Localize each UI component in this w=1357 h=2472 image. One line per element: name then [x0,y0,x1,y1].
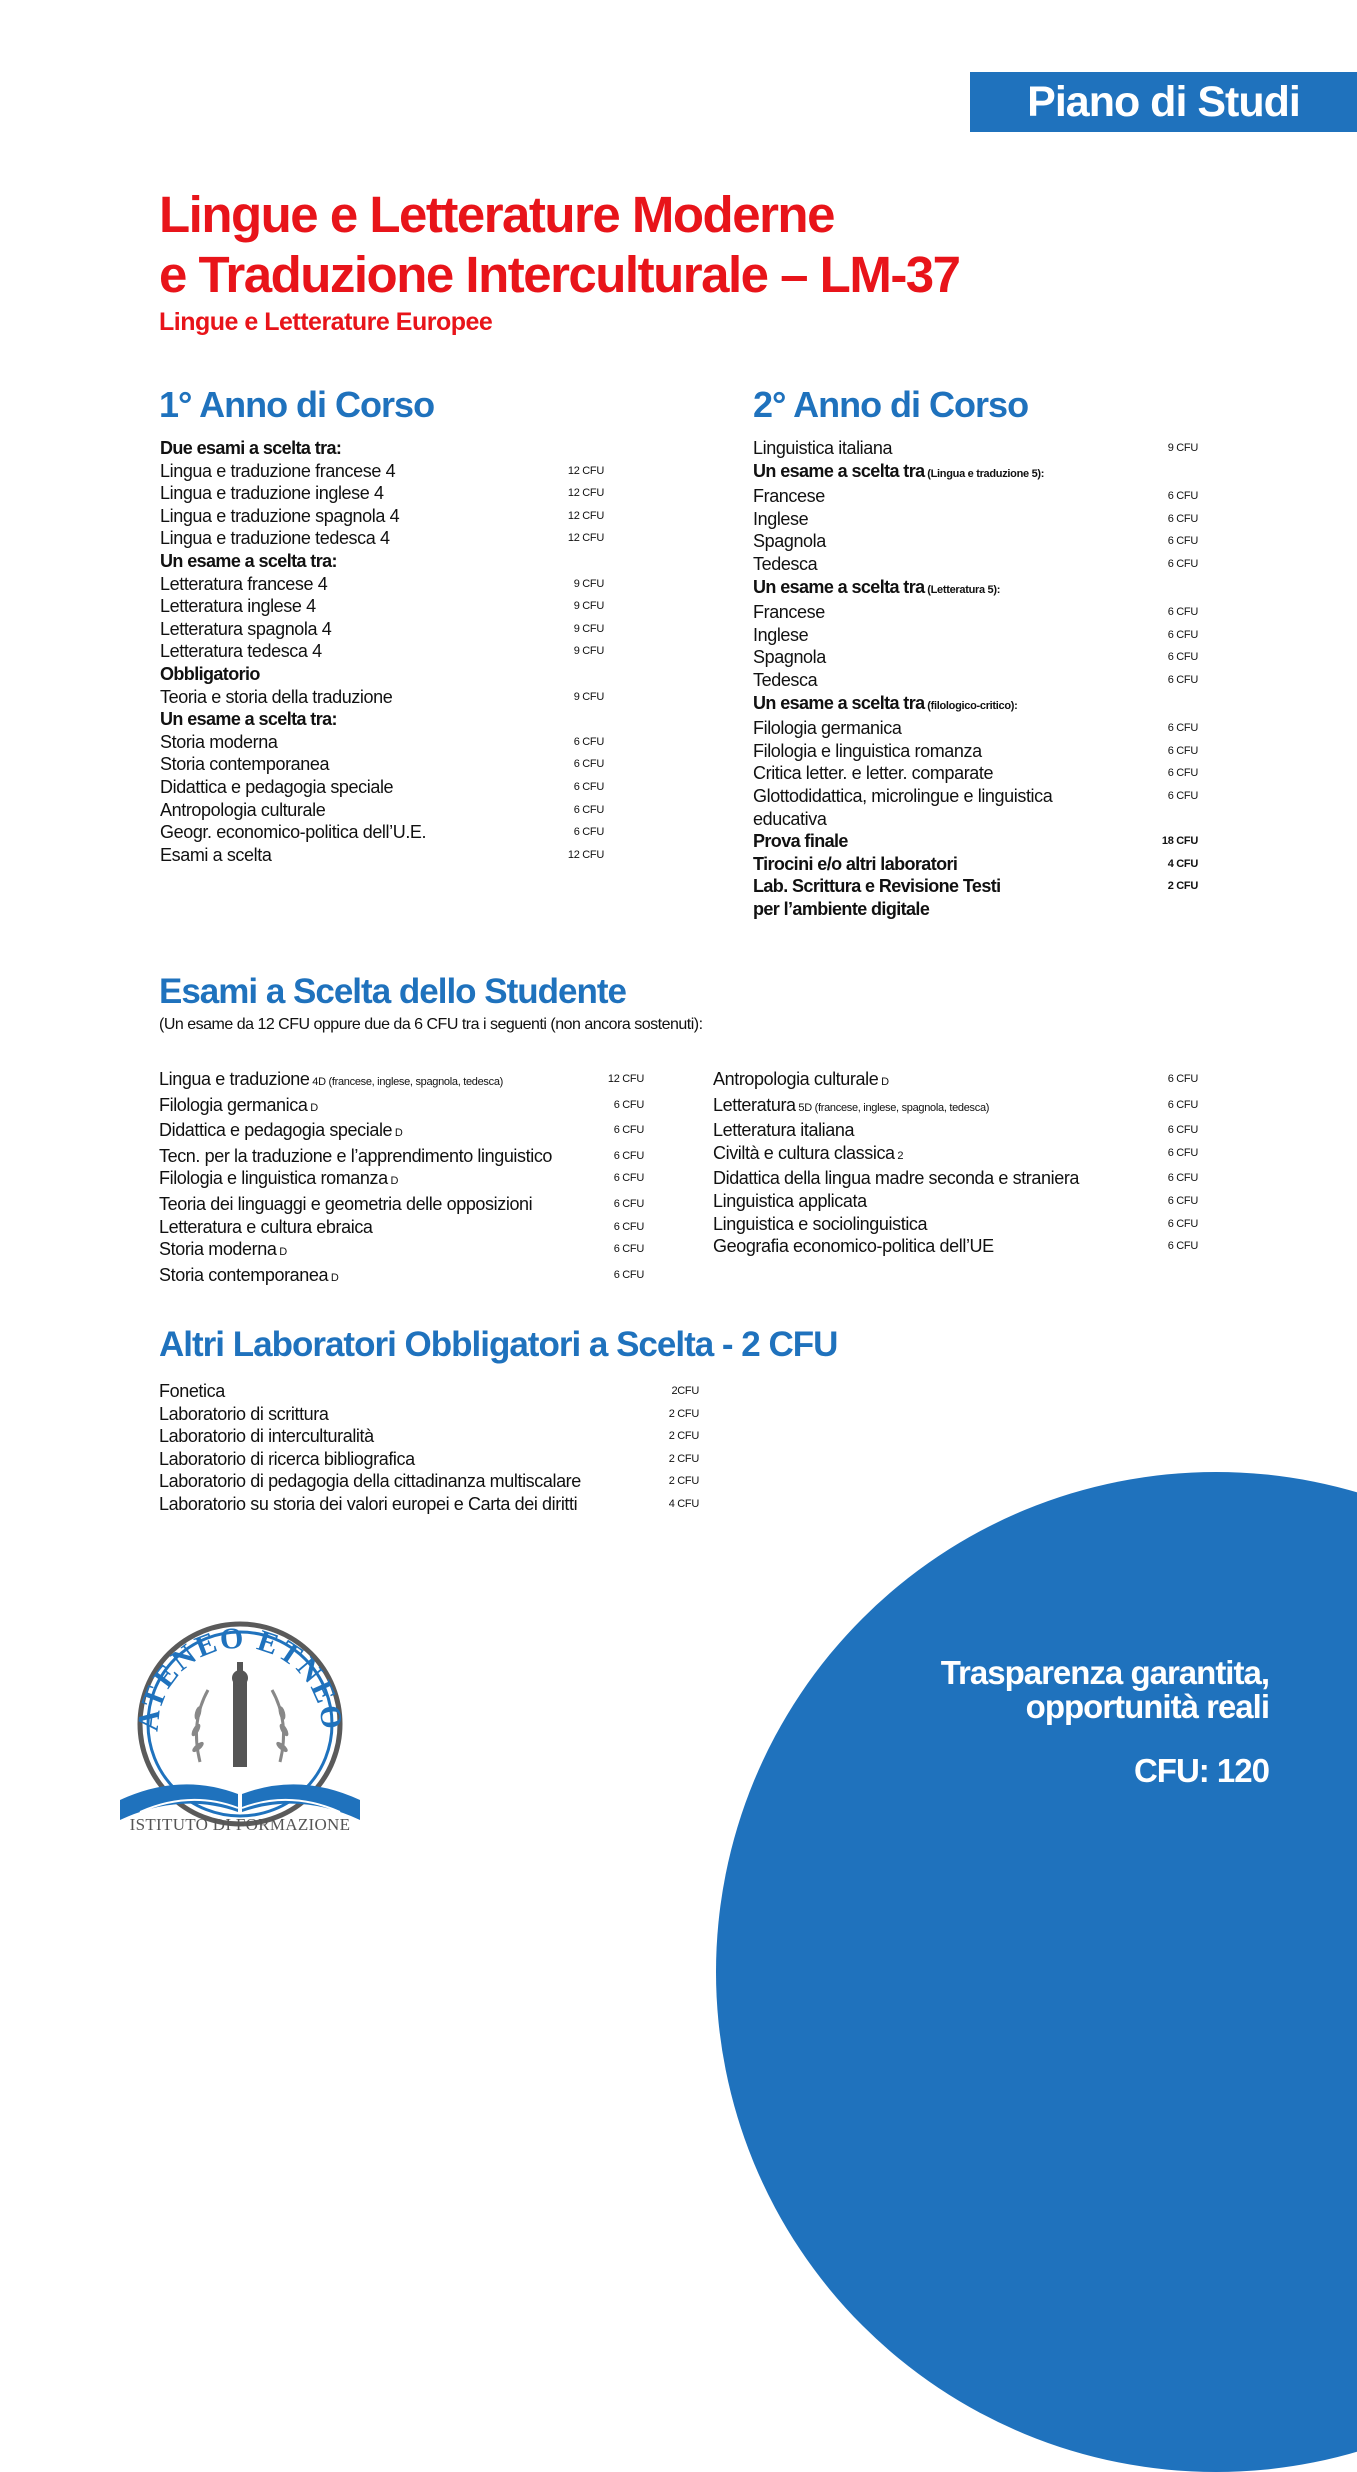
item-label: Filologia e linguistica romanza [159,1168,388,1189]
item-cfu: 4 CFU [668,1497,699,1510]
decorative-circle [716,1472,1357,2472]
year2-title: 2° Anno di Corso [753,384,1029,425]
item-cfu: 6 CFU [573,803,604,816]
item-label: Storia moderna [159,1239,277,1260]
list-item [159,1448,699,1471]
list-item [753,485,1198,508]
item-label: Teoria dei linguaggi e geometria delle opposizioni [159,1193,533,1214]
list-item [713,1235,1198,1258]
item-label: Didattica e pedagogia speciale [159,1120,393,1141]
slogan [941,1656,1269,1724]
item-label: Antropologia culturale [713,1069,879,1089]
item-cfu: 6 CFU [613,1197,644,1210]
item-cfu: 2 CFU [1167,880,1198,893]
item-label: Lab. Scrittura e Revisione Testi [753,876,1001,897]
item-label: Tedesca [753,553,818,574]
item-label: Tecn. per la traduzione e l’apprendimento linguistico [159,1145,553,1166]
item-cfu: 6 CFU [1167,789,1198,802]
list-item [160,640,604,663]
list-item [753,601,1198,624]
item-label: Inglese [753,508,809,529]
item-cfu: 6 CFU [1167,1073,1198,1085]
item-cfu: 6 CFU [613,1220,644,1233]
item-cfu: 6 CFU [1167,673,1198,686]
list-item [159,1425,699,1448]
item-cfu: 6 CFU [1167,651,1198,664]
item-label: Linguistica italiana [753,438,893,458]
item-cfu: 9 CFU [573,622,604,635]
item-cfu: 9 CFU [573,690,604,703]
item-cfu: 12 CFU [567,848,604,861]
item-label: Filologia germanica [159,1094,308,1115]
logo-caption: ISTITUTO DI FORMAZIONE [129,1815,351,1834]
item-label: Letteratura inglese 4 [160,596,316,617]
item-label: Letteratura e cultura ebraica [159,1216,373,1237]
list-item [753,553,1198,576]
list-item [160,595,604,618]
item-cfu: 9 CFU [1167,442,1198,454]
item-cfu: 12 CFU [567,532,604,545]
item-label: Francese [753,602,825,623]
item-label: Prova finale [753,831,848,852]
item-cfu: 6 CFU [573,826,604,839]
item-label: Un esame a scelta tra: [160,550,337,571]
item-cfu: 9 CFU [573,645,604,658]
item-cfu: 12 CFU [567,464,604,477]
item-note: 5D (francese, inglese, spagnola, tedesca) [795,1101,990,1114]
list-item [160,573,604,596]
item-cfu: 6 CFU [613,1243,644,1256]
item-label: Storia moderna [160,731,278,752]
item-label: Laboratorio di pedagogia della cittadinanza multiscalare [159,1471,581,1492]
list-item [753,740,1198,763]
item-label: Spagnola [753,531,826,552]
list-item [713,1213,1198,1236]
item-cfu: 2 CFU [668,1430,699,1443]
item-cfu: 6 CFU [573,735,604,748]
year1-title: 1° Anno di Corso [159,384,435,425]
item-label: Lingua e traduzione spagnola 4 [160,505,400,526]
list-item [160,821,604,844]
list-item [753,762,1198,785]
item-label: Francese [753,486,825,507]
list-item [160,753,604,776]
electives-left-list [159,1068,644,1289]
list-item [713,1167,1198,1190]
item-cfu: 6 CFU [1167,1172,1198,1185]
list-group-header [160,708,604,731]
item-note: (Letteratura 5): [924,583,1001,596]
slogan-line2: opportunità reali [1025,1688,1269,1725]
item-cfu: 6 CFU [573,780,604,793]
list-group-header [160,663,604,686]
slogan-line1: Trasparenza garantita, [940,1654,1269,1691]
course-title-line2: e Traduzione Interculturale – LM-37 [159,246,960,303]
item-label: Lingua e traduzione inglese 4 [160,483,384,504]
item-label: Teoria e storia della traduzione [160,686,393,707]
list-item [160,460,604,483]
item-label: Inglese [753,624,809,645]
list-item [753,808,1198,831]
item-cfu: 6 CFU [1167,490,1198,503]
item-cfu: 4 CFU [1167,857,1198,870]
item-cfu: 6 CFU [1167,1098,1198,1111]
item-label: Un esame a scelta tra [753,692,925,713]
item-label: Storia contemporanea [159,1264,329,1285]
item-cfu: 6 CFU [1167,606,1198,619]
list-group-header [753,853,1198,876]
item-label: Letteratura tedesca 4 [160,641,322,662]
list-item [713,1119,1198,1142]
item-label: Spagnola [753,647,826,668]
logo-text: ATENEO ETNEO [131,1621,349,1733]
item-cfu: 2 CFU [668,1407,699,1420]
electives-right-list [713,1068,1198,1258]
course-title [159,185,1259,305]
item-label: Obbligatorio [160,663,260,684]
list-item [159,1403,699,1426]
item-note: D [392,1127,403,1140]
labs-list [159,1380,699,1516]
list-item [159,1238,644,1264]
item-note: 4D (francese, inglese, spagnola, tedesca) [309,1076,503,1088]
list-group-header [753,898,1198,921]
item-cfu: 12 CFU [567,509,604,522]
electives-intro: (Un esame da 12 CFU oppure due da 6 CFU tra i seguenti (non ancora sostenuti): [159,1016,703,1033]
item-cfu: 12 CFU [567,487,604,500]
item-cfu: 9 CFU [573,600,604,613]
item-cfu: 6 CFU [1167,1146,1198,1159]
course-subtitle: Lingue e Letterature Europee [159,308,493,336]
item-cfu: 6 CFU [1167,557,1198,570]
course-title-line1: Lingue e Letterature Moderne [159,186,834,243]
item-cfu: 9 CFU [573,577,604,590]
list-group-header [753,830,1198,853]
total-cfu: CFU: 120 [1133,1752,1269,1789]
list-item [160,731,604,754]
item-label: Esami a scelta [160,844,272,865]
item-label: Civiltà e cultura classica [713,1142,895,1163]
list-item [753,646,1198,669]
item-cfu: 6 CFU [1167,512,1198,525]
list-item [159,1264,644,1290]
list-item [160,505,604,528]
item-label: Tedesca [753,669,818,690]
list-item [713,1190,1198,1213]
item-cfu: 6 CFU [613,1172,644,1185]
item-label: Filologia germanica [753,718,902,739]
item-label: Due esami a scelta tra: [160,438,342,458]
list-item [159,1216,644,1239]
list-group-header [753,460,1198,486]
labs-title: Altri Laboratori Obbligatori a Scelta - 2 CFU [159,1325,838,1364]
list-item [159,1380,699,1403]
item-note: D [307,1101,318,1114]
list-group-header [753,576,1198,602]
list-item [159,1094,644,1120]
item-label: Letteratura spagnola 4 [160,618,332,639]
list-item [713,1094,1198,1120]
list-item [160,844,604,867]
item-cfu: 6 CFU [1167,1240,1198,1253]
item-label: Filologia e linguistica romanza [753,740,982,761]
ateneo-etneo-logo [120,1612,360,1837]
item-note: D [878,1076,889,1088]
item-label: Fonetica [159,1381,225,1401]
list-group-header [753,692,1198,718]
list-group-header [160,550,604,573]
item-label: Critica letter. e letter. comparate [753,763,994,784]
list-item [159,1119,644,1145]
document-tag: Piano di Studi [970,72,1357,132]
item-label: Letteratura italiana [713,1120,855,1141]
item-cfu: 18 CFU [1161,835,1198,848]
item-label: Un esame a scelta tra [753,460,925,481]
item-label: Laboratorio su storia dei valori europei e Carta dei diritti [159,1493,578,1514]
list-item [160,776,604,799]
list-item [160,686,604,709]
item-label: Linguistica applicata [713,1190,867,1211]
item-cfu: 6 CFU [573,758,604,771]
item-label: Lingua e traduzione francese 4 [160,460,396,481]
item-label: educativa [753,808,827,829]
list-item [160,618,604,641]
list-item [753,669,1198,692]
list-item [160,527,604,550]
list-item [753,717,1198,740]
item-cfu: 2 CFU [668,1475,699,1488]
list-item [160,799,604,822]
item-note: D [328,1271,339,1284]
item-cfu: 2 CFU [668,1452,699,1465]
list-item [159,1470,699,1493]
item-label: Un esame a scelta tra [753,576,925,597]
year1-list [160,437,604,866]
item-label: Didattica della lingua madre seconda e straniera [713,1168,1080,1189]
item-label: Letteratura [713,1094,796,1115]
item-cfu: 12 CFU [607,1073,644,1085]
list-item [159,1167,644,1193]
list-item [713,1068,1198,1094]
list-group-header [753,875,1198,898]
item-label: Laboratorio di ricerca bibliografica [159,1448,415,1469]
item-label: Antropologia culturale [160,799,326,820]
list-item [713,1142,1198,1168]
item-label: Linguistica e sociolinguistica [713,1213,928,1234]
electives-title: Esami a Scelta dello Studente [159,972,626,1011]
item-cfu: 6 CFU [613,1124,644,1137]
item-cfu: 6 CFU [1167,628,1198,641]
item-cfu: 6 CFU [1167,722,1198,735]
item-label: Didattica e pedagogia speciale [160,776,394,797]
item-cfu: 6 CFU [613,1149,644,1162]
item-cfu: 6 CFU [1167,1124,1198,1137]
list-item [753,624,1198,647]
list-group-header [160,437,604,460]
list-item [159,1193,644,1216]
item-label: Geografia economico-politica dell’UE [713,1236,994,1257]
item-cfu: 6 CFU [1167,1217,1198,1230]
item-cfu: 6 CFU [1167,744,1198,757]
item-label: per l’ambiente digitale [753,898,930,919]
item-label: Lingua e traduzione [159,1069,310,1089]
item-cfu: 6 CFU [613,1098,644,1111]
list-item [753,785,1198,808]
item-cfu: 6 CFU [613,1268,644,1281]
list-item [753,530,1198,553]
item-note: D [276,1246,287,1259]
list-item [753,437,1198,460]
item-note: (Lingua e traduzione 5): [924,467,1045,480]
item-cfu: 6 CFU [1167,1194,1198,1207]
item-label: Lingua e traduzione tedesca 4 [160,528,390,549]
item-note: D [387,1175,399,1188]
item-cfu: 6 CFU [1167,767,1198,780]
list-item [160,482,604,505]
item-label: Laboratorio di interculturalità [159,1426,374,1447]
list-item [159,1145,644,1168]
item-label: Un esame a scelta tra: [160,709,337,730]
item-note: (filologico-critico): [924,699,1018,712]
item-cfu: 6 CFU [1167,535,1198,548]
list-item [753,508,1198,531]
list-item [159,1068,644,1094]
item-label: Letteratura francese 4 [160,573,328,594]
list-item [159,1493,699,1516]
item-cfu: 2CFU [671,1385,699,1397]
item-label: Laboratorio di scrittura [159,1403,329,1424]
item-label: Glottodidattica, microlingue e linguistica [753,785,1053,806]
item-label: Storia contemporanea [160,754,330,775]
year2-list [753,437,1198,920]
item-label: Tirocini e/o altri laboratori [753,853,958,874]
item-label: Geogr. economico-politica dell’U.E. [160,822,427,843]
item-note: 2 [894,1149,904,1162]
